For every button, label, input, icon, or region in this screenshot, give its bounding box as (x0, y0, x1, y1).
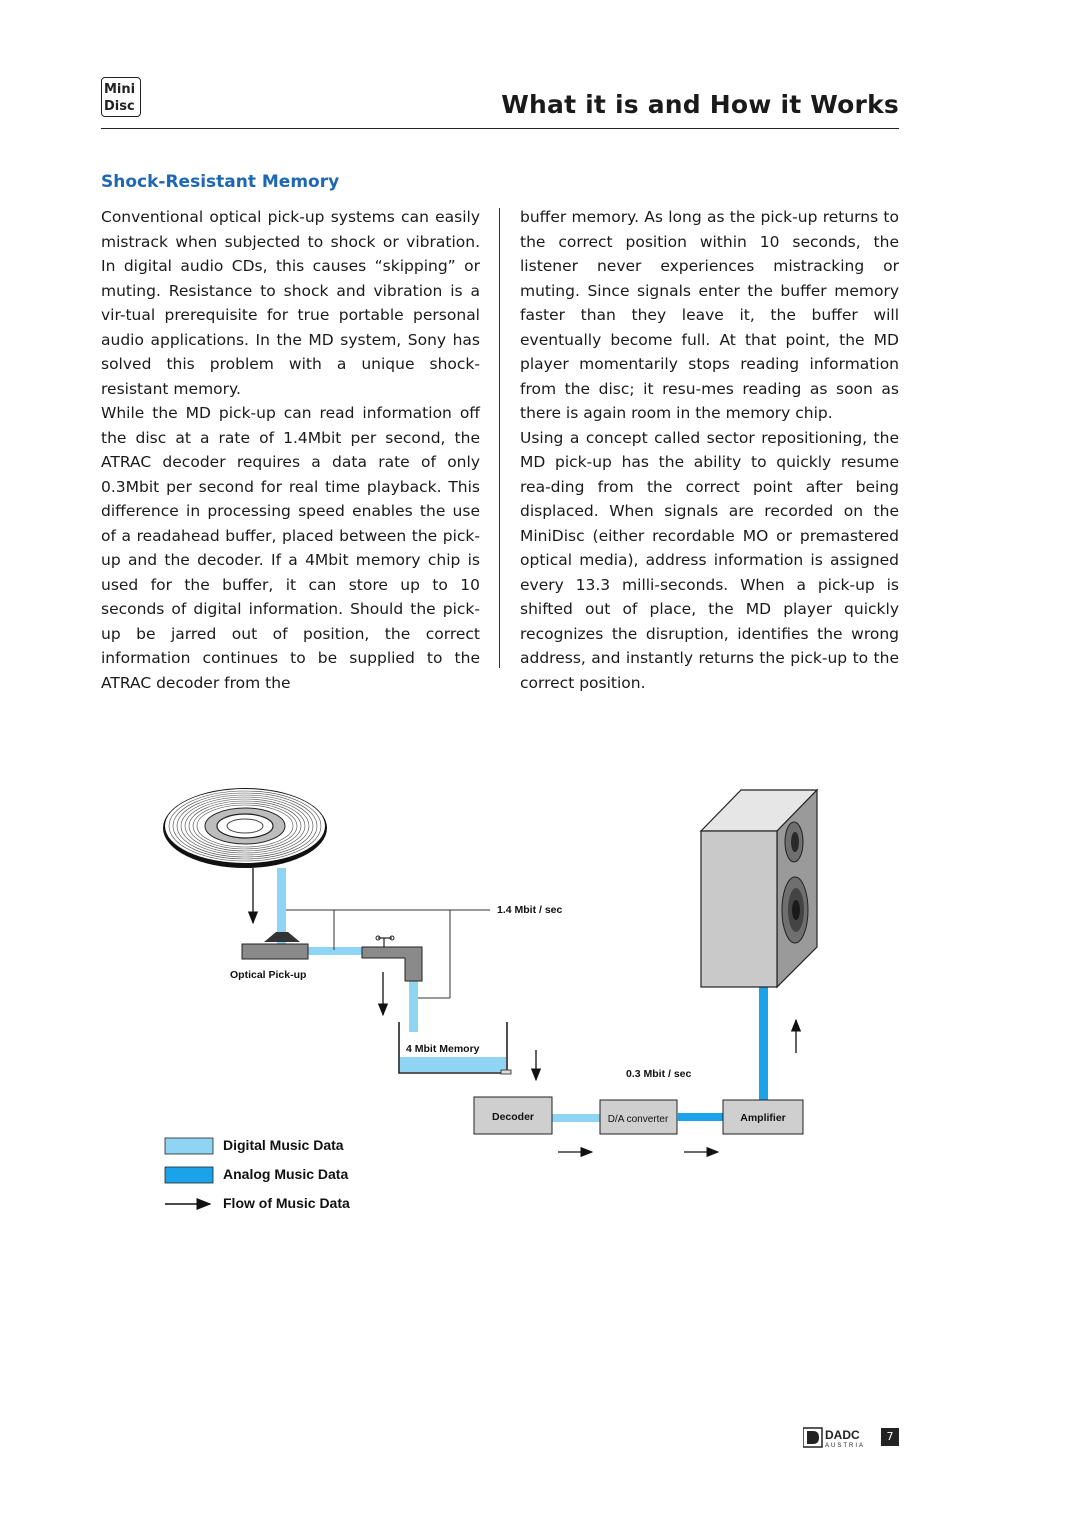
body-column-left (101, 205, 480, 695)
page-number: 7 (881, 1428, 899, 1446)
legend-label-flow: Flow of Music Data (223, 1195, 350, 1211)
footer-brand-sub: AUSTRIA (825, 1443, 866, 1449)
section-heading: Shock-Resistant Memory (101, 172, 340, 192)
buffer-memory-diagram (0, 760, 1080, 1230)
paragraph: buffer memory. As long as the pick-up returns to the correct position within 10 seconds, the listener never experiences mistracking or muting. Since signals enter the buffer memory faster than they leave it, the buffer will eventually become full. At that point, the MD player momentarily stops reading information from the disc; it resu-mes reading as soon as there is again room in the memory chip. (520, 208, 899, 422)
paragraph: While the MD pick-up can read information off the disc at a rate of 1.4Mbit per second, the ATRAC decoder requires a data rate of only 0.3Mbit per second for real time playback. This difference in processing speed enables the use of a readahead buffer, placed between the pick-up and the decoder. If a 4Mbit memory chip is used for the buffer, it can store up to 10 seconds of digital information. Should the pick-up be jarred out of position, the correct information continues to be supplied to the ATRAC decoder from the (101, 404, 480, 692)
speaker-icon (701, 790, 817, 987)
dadc-logo (803, 1427, 879, 1449)
input-rate-label: 1.4 Mbit / sec (497, 904, 563, 916)
analog-data-path (759, 987, 768, 1100)
legend-swatch-analog (165, 1167, 213, 1183)
logo-text-mini: Mini (104, 82, 136, 97)
logo-text-disc: Disc (104, 99, 135, 114)
minidisc-disc-icon (163, 788, 327, 868)
paragraph: Using a concept called sector repositioning, the MD pick-up has the ability to quickly resume rea-ding from the correct point after being displaced. When signals are recorded on the MiniDisc (either recordable MO or premastered optical media), address information is assigned every 13.3 milli-seconds. When a pick-up is shifted out of place, the MD player quickly recognizes the disruption, identifies the wrong address, and instantly returns the pick-up to the correct position. (520, 428, 899, 692)
legend-label-digital: Digital Music Data (223, 1137, 344, 1153)
legend-swatch-digital (165, 1138, 213, 1154)
legend-label-analog: Analog Music Data (223, 1166, 349, 1182)
optical-pickup-icon (242, 932, 308, 959)
output-rate-label: 0.3 Mbit / sec (626, 1068, 692, 1080)
pickup-label: Optical Pick-up (230, 969, 307, 981)
analog-data-path (677, 1113, 723, 1121)
decoder-label: Decoder (491, 1111, 535, 1123)
header-divider (101, 128, 899, 129)
diagram-legend (165, 1137, 350, 1211)
pipe-valve-icon (362, 936, 422, 981)
memory-label: 4 Mbit Memory (406, 1043, 480, 1055)
body-column-right (520, 205, 899, 695)
amplifier-label: Amplifier (740, 1112, 786, 1124)
paragraph: Conventional optical pick-up systems can easily mistrack when subjected to shock or vibration. In digital audio CDs, this causes “skipping” or muting. Resistance to shock and vibration is a vir-tual prerequisite for true portable personal audio applications. In the MD system, Sony has solved this problem with a unique shock-resistant memory. (101, 208, 480, 398)
dac-label: D/A converter (607, 1114, 669, 1125)
column-divider (499, 208, 500, 668)
footer-brand: DADC (825, 1428, 860, 1442)
page-title: What it is and How it Works (501, 90, 899, 119)
minidisc-logo (101, 77, 141, 117)
